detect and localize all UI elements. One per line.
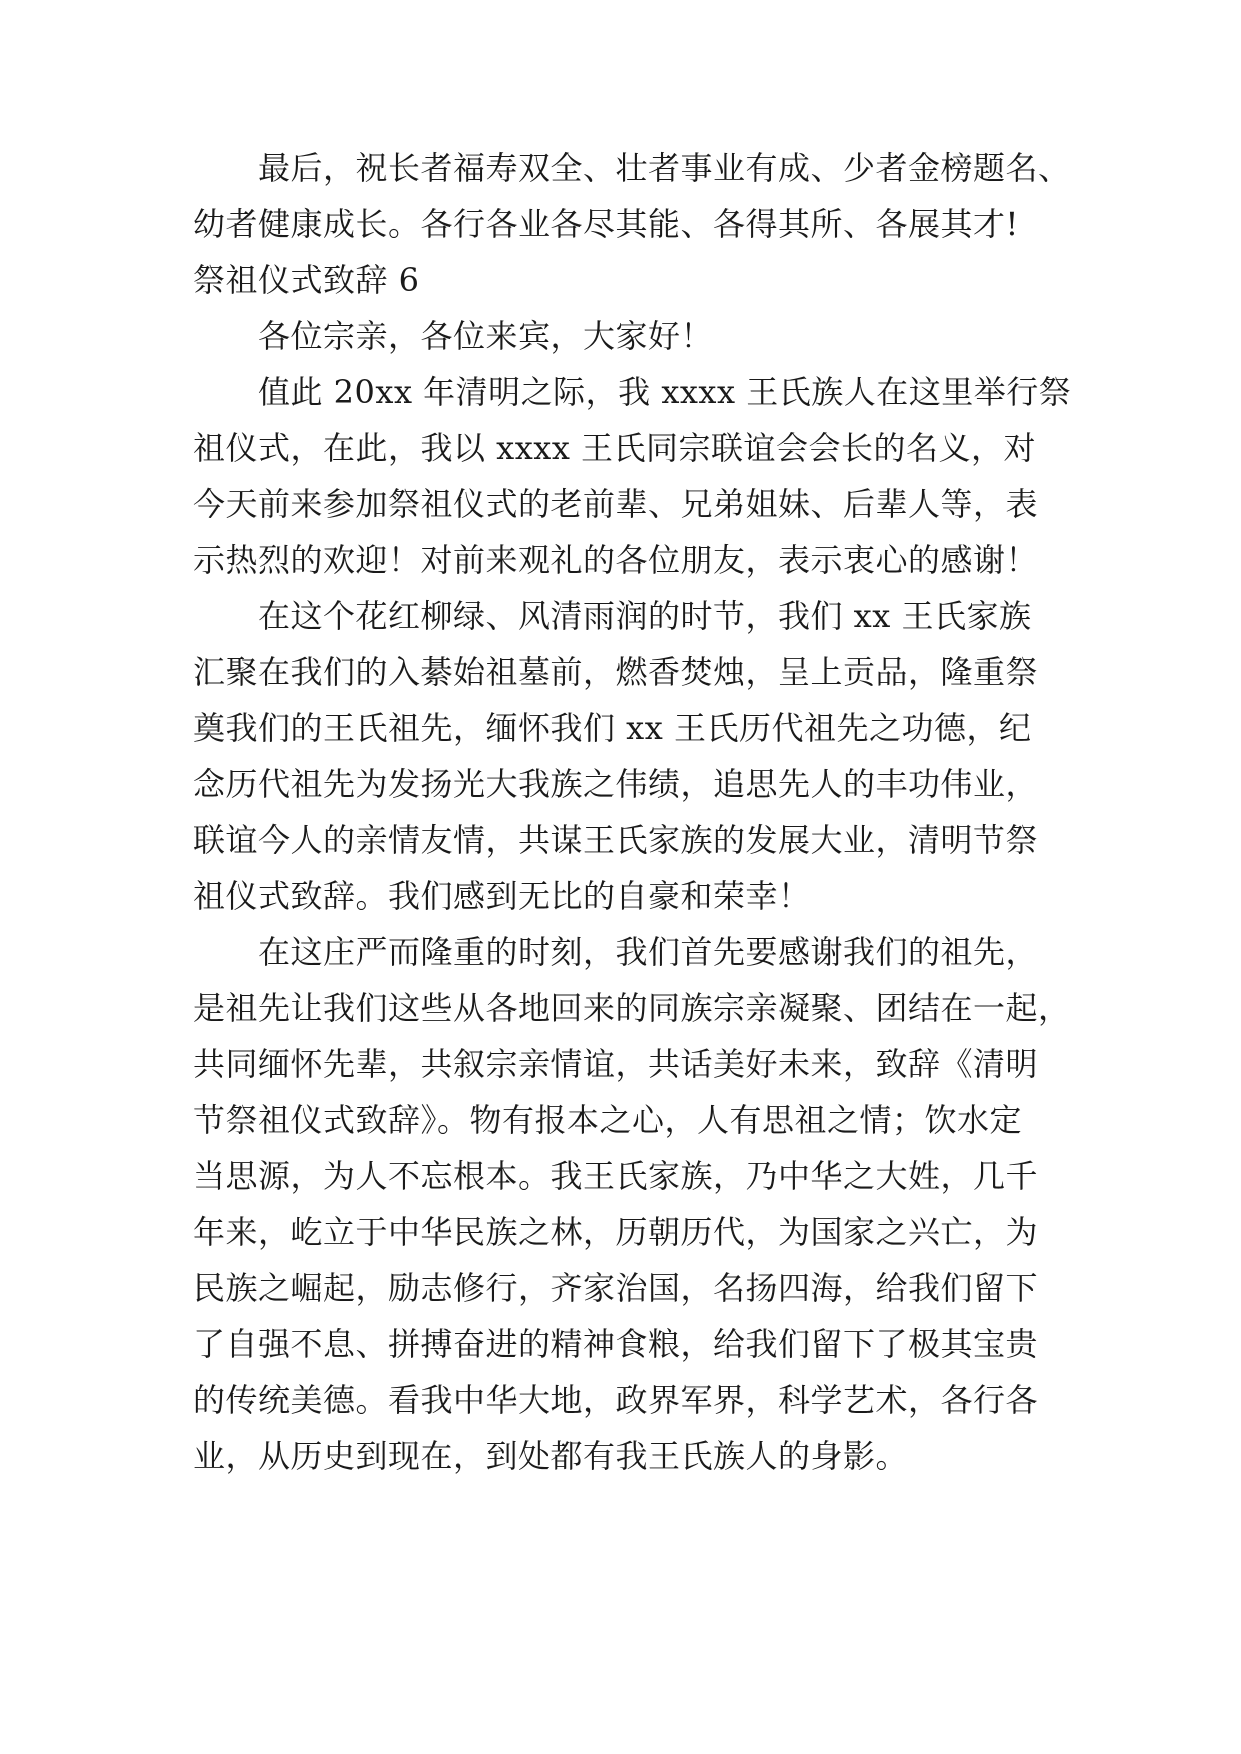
paragraph-line: 共同缅怀先辈，共叙宗亲情谊，共话美好未来，致辞《清明 bbox=[193, 1045, 1039, 1083]
paragraph-line: 在这庄严而隆重的时刻，我们首先要感谢我们的祖先， bbox=[258, 933, 1039, 971]
paragraph-line: 最后，祝长者福寿双全、壮者事业有成、少者金榜题名、 bbox=[258, 149, 1071, 187]
paragraph-line: 值此 20xx 年清明之际，我 xxxx 王氏族人在这里举行祭 bbox=[258, 373, 1072, 411]
paragraph-line: 联谊今人的亲情友情，共谋王氏家族的发展大业，清明节祭 bbox=[193, 821, 1039, 859]
paragraph-line: 幼者健康成长。各行各业各尽其能、各得其所、各展其才! bbox=[193, 205, 1019, 243]
paragraph-line: 祖仪式，在此，我以 xxxx 王氏同宗联谊会会长的名义，对 bbox=[193, 429, 1037, 467]
paragraph-line: 年来，屹立于中华民族之林，历朝历代，为国家之兴亡，为 bbox=[193, 1213, 1039, 1251]
paragraph-line: 在这个花红柳绿、风清雨润的时节，我们 xx 王氏家族 bbox=[258, 597, 1032, 635]
paragraph-line: 示热烈的欢迎！对前来观礼的各位朋友，表示衷心的感谢！ bbox=[193, 541, 1039, 579]
paragraph-line: 的传统美德。看我中华大地，政界军界，科学艺术，各行各 bbox=[193, 1381, 1039, 1419]
paragraph-line: 当思源，为人不忘根本。我王氏家族，乃中华之大姓，几千 bbox=[193, 1157, 1039, 1195]
paragraph-line: 节祭祖仪式致辞》。物有报本之心，人有思祖之情；饮水定 bbox=[193, 1101, 1023, 1139]
paragraph-line: 了自强不息、拼搏奋进的精神食粮，给我们留下了极其宝贵 bbox=[193, 1325, 1039, 1363]
paragraph-line: 念历代祖先为发扬光大我族之伟绩，追思先人的丰功伟业， bbox=[193, 765, 1039, 803]
paragraph-line: 奠我们的王氏祖先，缅怀我们 xx 王氏历代祖先之功德，纪 bbox=[193, 709, 1032, 747]
paragraph-line: 业，从历史到现在，到处都有我王氏族人的身影。 bbox=[193, 1437, 909, 1475]
paragraph-line: 今天前来参加祭祖仪式的老前辈、兄弟姐妹、后辈人等，表 bbox=[193, 485, 1039, 523]
greeting-line: 各位宗亲，各位来宾，大家好！ bbox=[258, 317, 714, 355]
paragraph-line: 祖仪式致辞。我们感到无比的自豪和荣幸！ bbox=[193, 877, 811, 915]
paragraph-line: 汇聚在我们的入綦始祖墓前，燃香焚烛，呈上贡品，隆重祭 bbox=[193, 653, 1039, 691]
paragraph-line: 是祖先让我们这些从各地回来的同族宗亲凝聚、团结在一起， bbox=[193, 989, 1071, 1027]
section-heading: 祭祖仪式致辞 6 bbox=[193, 261, 420, 299]
paragraph-line: 民族之崛起，励志修行，齐家治国，名扬四海，给我们留下 bbox=[193, 1269, 1039, 1307]
